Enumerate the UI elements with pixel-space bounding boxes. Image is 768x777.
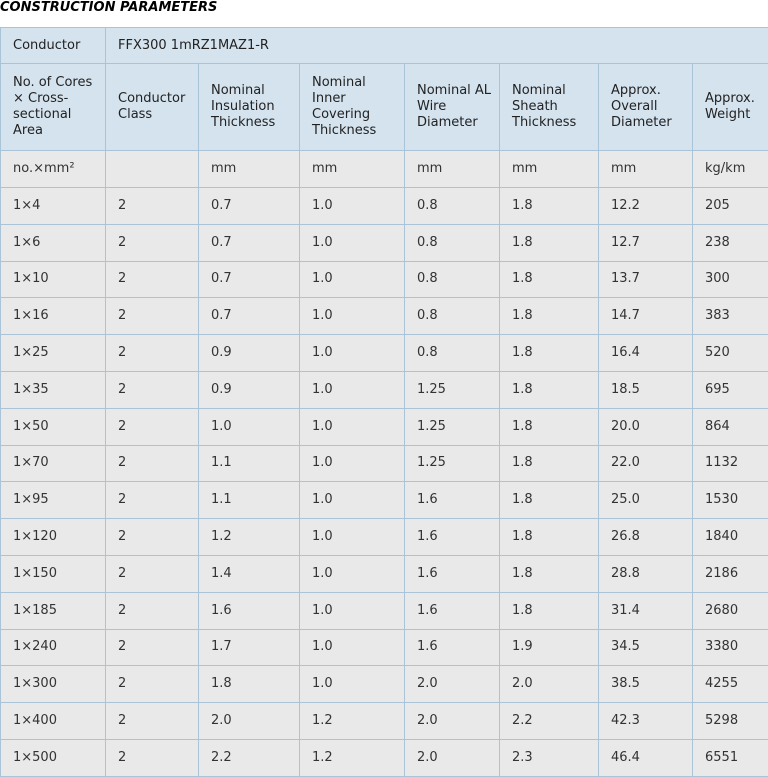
table-cell: 2 xyxy=(106,703,199,740)
table-cell: 1.8 xyxy=(500,224,599,261)
table-cell: 2 xyxy=(106,666,199,703)
table-cell: 2 xyxy=(106,445,199,482)
table-row xyxy=(1,666,768,703)
table-cell: 1.0 xyxy=(300,335,405,372)
table-cell: 12.2 xyxy=(599,188,693,225)
table-row xyxy=(1,298,768,335)
header-row xyxy=(1,64,768,151)
unit-cell: mm xyxy=(199,151,300,188)
unit-cell: mm xyxy=(500,151,599,188)
header-sheath-thickness: Nominal Sheath Thickness xyxy=(500,64,599,151)
table-row xyxy=(1,555,768,592)
table-cell: 1.0 xyxy=(300,666,405,703)
table-cell: 1.8 xyxy=(500,298,599,335)
units-row xyxy=(1,151,768,188)
table-cell: 1.6 xyxy=(405,482,500,519)
table-cell: 26.8 xyxy=(599,519,693,556)
table-cell: 1.25 xyxy=(405,408,500,445)
table-cell: 6551 xyxy=(693,739,768,776)
unit-cell: mm xyxy=(405,151,500,188)
table-cell: 1×10 xyxy=(1,261,106,298)
table-cell: 2.0 xyxy=(500,666,599,703)
table-cell: 4255 xyxy=(693,666,768,703)
table-cell: 1×25 xyxy=(1,335,106,372)
table-cell: 1.0 xyxy=(300,482,405,519)
table-cell: 2.2 xyxy=(500,703,599,740)
table-cell: 25.0 xyxy=(599,482,693,519)
table-cell: 0.8 xyxy=(405,224,500,261)
table-cell: 1.6 xyxy=(199,592,300,629)
table-cell: 1.8 xyxy=(500,555,599,592)
table-row xyxy=(1,408,768,445)
table-cell: 31.4 xyxy=(599,592,693,629)
header-overall-diameter: Approx. Overall Diameter xyxy=(599,64,693,151)
table-cell: 1.8 xyxy=(500,261,599,298)
table-cell: 2 xyxy=(106,335,199,372)
table-cell: 1840 xyxy=(693,519,768,556)
header-conductor-class: Conductor Class xyxy=(106,64,199,151)
table-cell: 1×400 xyxy=(1,703,106,740)
table-cell: 1×16 xyxy=(1,298,106,335)
table-row xyxy=(1,519,768,556)
table-cell: 46.4 xyxy=(599,739,693,776)
table-row xyxy=(1,703,768,740)
table-cell: 1×6 xyxy=(1,224,106,261)
table-cell: 2 xyxy=(106,298,199,335)
table-cell: 1.1 xyxy=(199,445,300,482)
conductor-row xyxy=(1,28,768,64)
conductor-label: Conductor xyxy=(1,28,106,64)
section-title: CONSTRUCTION PARAMETERS xyxy=(0,0,217,16)
table-cell: 0.8 xyxy=(405,261,500,298)
header-al-wire-diameter: Nominal AL Wire Diameter xyxy=(405,64,500,151)
table-cell: 0.7 xyxy=(199,224,300,261)
table-cell: 0.7 xyxy=(199,188,300,225)
table-cell: 1.7 xyxy=(199,629,300,666)
table-cell: 1×35 xyxy=(1,371,106,408)
table-row xyxy=(1,739,768,776)
table-cell: 520 xyxy=(693,335,768,372)
table-cell: 1.0 xyxy=(300,188,405,225)
unit-cell: mm xyxy=(599,151,693,188)
table-row xyxy=(1,629,768,666)
table-cell: 28.8 xyxy=(599,555,693,592)
table-row xyxy=(1,371,768,408)
table-cell: 2 xyxy=(106,408,199,445)
table-cell: 2.0 xyxy=(199,703,300,740)
table-cell: 42.3 xyxy=(599,703,693,740)
header-cores-area: No. of Cores × Cross-sectional Area xyxy=(1,64,106,151)
table-cell: 1132 xyxy=(693,445,768,482)
table-cell: 2 xyxy=(106,555,199,592)
table-cell: 2.0 xyxy=(405,739,500,776)
unit-cell: mm xyxy=(300,151,405,188)
table-cell: 1×185 xyxy=(1,592,106,629)
table-cell: 34.5 xyxy=(599,629,693,666)
table-row xyxy=(1,224,768,261)
table-row xyxy=(1,592,768,629)
table-cell: 1.4 xyxy=(199,555,300,592)
table-cell: 2 xyxy=(106,371,199,408)
table-cell: 0.7 xyxy=(199,261,300,298)
table-cell: 1.8 xyxy=(500,519,599,556)
table-cell: 2 xyxy=(106,188,199,225)
table-cell: 1×50 xyxy=(1,408,106,445)
conductor-value: FFX300 1mRZ1MAZ1-R xyxy=(106,28,768,64)
table-cell: 1×70 xyxy=(1,445,106,482)
table-cell: 1.6 xyxy=(405,629,500,666)
table-cell: 1.0 xyxy=(300,408,405,445)
table-cell: 1.0 xyxy=(300,224,405,261)
table-cell: 2 xyxy=(106,592,199,629)
table-cell: 2.3 xyxy=(500,739,599,776)
table-cell: 1×500 xyxy=(1,739,106,776)
table-cell: 0.8 xyxy=(405,298,500,335)
table-row xyxy=(1,335,768,372)
table-cell: 1.0 xyxy=(300,555,405,592)
table-cell: 1.0 xyxy=(199,408,300,445)
table-cell: 14.7 xyxy=(599,298,693,335)
table-cell: 2 xyxy=(106,519,199,556)
table-cell: 1.6 xyxy=(405,519,500,556)
table-cell: 13.7 xyxy=(599,261,693,298)
table-row xyxy=(1,482,768,519)
table-cell: 2680 xyxy=(693,592,768,629)
table-cell: 2 xyxy=(106,224,199,261)
table-cell: 1.0 xyxy=(300,519,405,556)
table-cell: 0.9 xyxy=(199,335,300,372)
table-cell: 1.2 xyxy=(300,703,405,740)
table-cell: 1.8 xyxy=(500,408,599,445)
table-cell: 1×95 xyxy=(1,482,106,519)
table-cell: 2186 xyxy=(693,555,768,592)
table-cell: 1.0 xyxy=(300,592,405,629)
table-cell: 2.2 xyxy=(199,739,300,776)
table-cell: 16.4 xyxy=(599,335,693,372)
table-cell: 1.25 xyxy=(405,371,500,408)
table-cell: 1.8 xyxy=(500,445,599,482)
table-cell: 1×300 xyxy=(1,666,106,703)
table-cell: 1.2 xyxy=(300,739,405,776)
table-cell: 695 xyxy=(693,371,768,408)
table-cell: 0.9 xyxy=(199,371,300,408)
header-weight: Approx. Weight xyxy=(693,64,768,151)
table-row xyxy=(1,261,768,298)
table-row xyxy=(1,445,768,482)
table-cell: 38.5 xyxy=(599,666,693,703)
table-cell: 1×150 xyxy=(1,555,106,592)
table-cell: 1.0 xyxy=(300,629,405,666)
table-cell: 2 xyxy=(106,261,199,298)
table-cell: 864 xyxy=(693,408,768,445)
table-cell: 1.25 xyxy=(405,445,500,482)
table-cell: 1.2 xyxy=(199,519,300,556)
table-cell: 0.8 xyxy=(405,188,500,225)
table-cell: 1.0 xyxy=(300,298,405,335)
table-cell: 383 xyxy=(693,298,768,335)
table-cell: 1.8 xyxy=(500,482,599,519)
table-cell: 1×120 xyxy=(1,519,106,556)
table-cell: 22.0 xyxy=(599,445,693,482)
table-cell: 1.0 xyxy=(300,445,405,482)
table-cell: 1×4 xyxy=(1,188,106,225)
table-cell: 1×240 xyxy=(1,629,106,666)
table-cell: 5298 xyxy=(693,703,768,740)
table-cell: 205 xyxy=(693,188,768,225)
table-cell: 2.0 xyxy=(405,703,500,740)
table-cell: 20.0 xyxy=(599,408,693,445)
table-cell: 18.5 xyxy=(599,371,693,408)
table-cell: 300 xyxy=(693,261,768,298)
table-cell: 2 xyxy=(106,739,199,776)
table-cell: 1.6 xyxy=(405,555,500,592)
unit-cell xyxy=(106,151,199,188)
table-cell: 1.8 xyxy=(199,666,300,703)
table-cell: 3380 xyxy=(693,629,768,666)
table-cell: 2 xyxy=(106,482,199,519)
unit-cell: no.×mm² xyxy=(1,151,106,188)
table-cell: 1530 xyxy=(693,482,768,519)
table-cell: 1.9 xyxy=(500,629,599,666)
table-cell: 1.8 xyxy=(500,371,599,408)
table-cell: 2.0 xyxy=(405,666,500,703)
table-cell: 1.0 xyxy=(300,261,405,298)
table-cell: 1.8 xyxy=(500,592,599,629)
table-cell: 238 xyxy=(693,224,768,261)
table-cell: 1.1 xyxy=(199,482,300,519)
table-cell: 12.7 xyxy=(599,224,693,261)
header-inner-covering-thickness: Nominal Inner Covering Thickness xyxy=(300,64,405,151)
table-cell: 1.8 xyxy=(500,188,599,225)
table-cell: 1.8 xyxy=(500,335,599,372)
construction-parameters-table xyxy=(0,27,768,777)
table-cell: 0.8 xyxy=(405,335,500,372)
table-cell: 1.0 xyxy=(300,371,405,408)
table-row xyxy=(1,188,768,225)
table-cell: 2 xyxy=(106,629,199,666)
header-insulation-thickness: Nominal Insulation Thickness xyxy=(199,64,300,151)
table-cell: 0.7 xyxy=(199,298,300,335)
unit-cell: kg/km xyxy=(693,151,768,188)
table-cell: 1.6 xyxy=(405,592,500,629)
